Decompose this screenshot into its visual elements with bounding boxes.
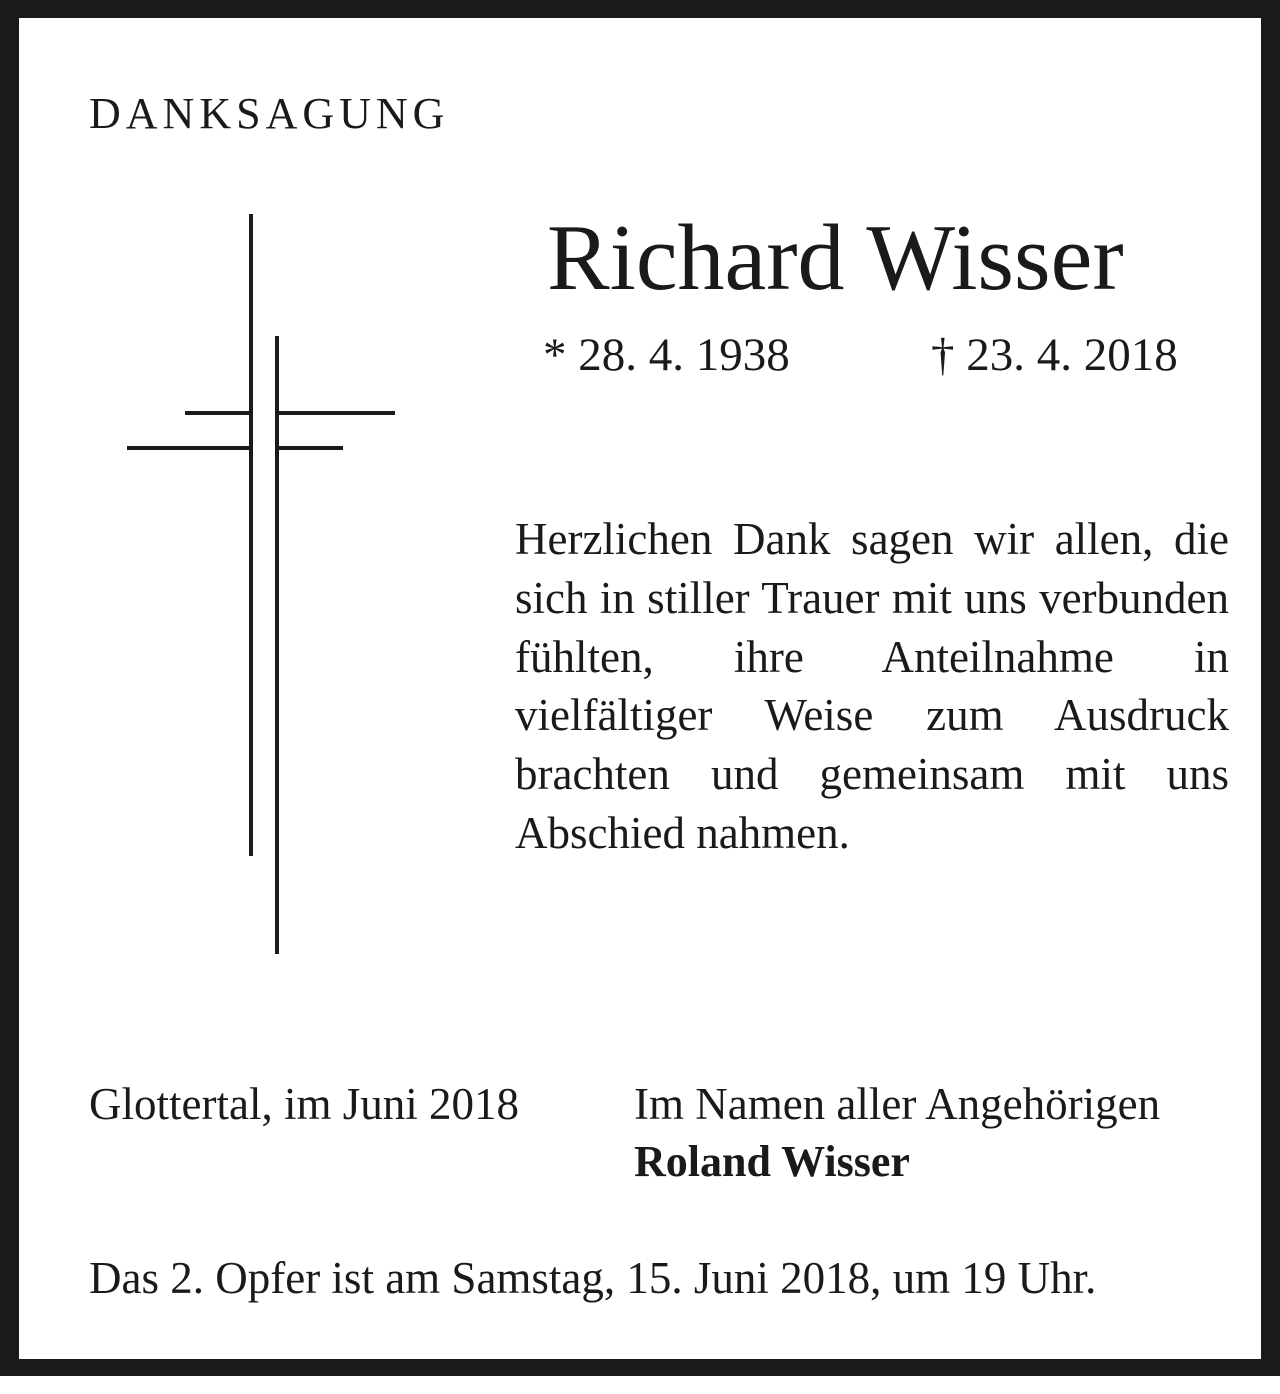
deceased-name: Richard Wisser: [547, 206, 1124, 310]
birth-date: * 28. 4. 1938: [543, 329, 790, 381]
death-date: † 23. 4. 2018: [931, 329, 1178, 381]
notice-heading: DANKSAGUNG: [89, 89, 450, 138]
place-and-date: Glottertal, im Juni 2018: [89, 1079, 519, 1129]
on-behalf-line: Im Namen aller Angehörigen: [634, 1079, 1161, 1129]
signer-name: Roland Wisser: [634, 1137, 910, 1186]
service-notice: Das 2. Opfer ist am Samstag, 15. Juni 2018, um 19 Uhr.: [89, 1253, 1097, 1303]
thanks-text: Herzlichen Dank sagen wir allen, die sich in stiller Trauer mit uns verbunden fühlten, ihre Anteilnahme in vielfältiger Weise zum Ausdruck brachten und gemeinsam mit uns Abschied nahmen.: [515, 514, 1229, 858]
